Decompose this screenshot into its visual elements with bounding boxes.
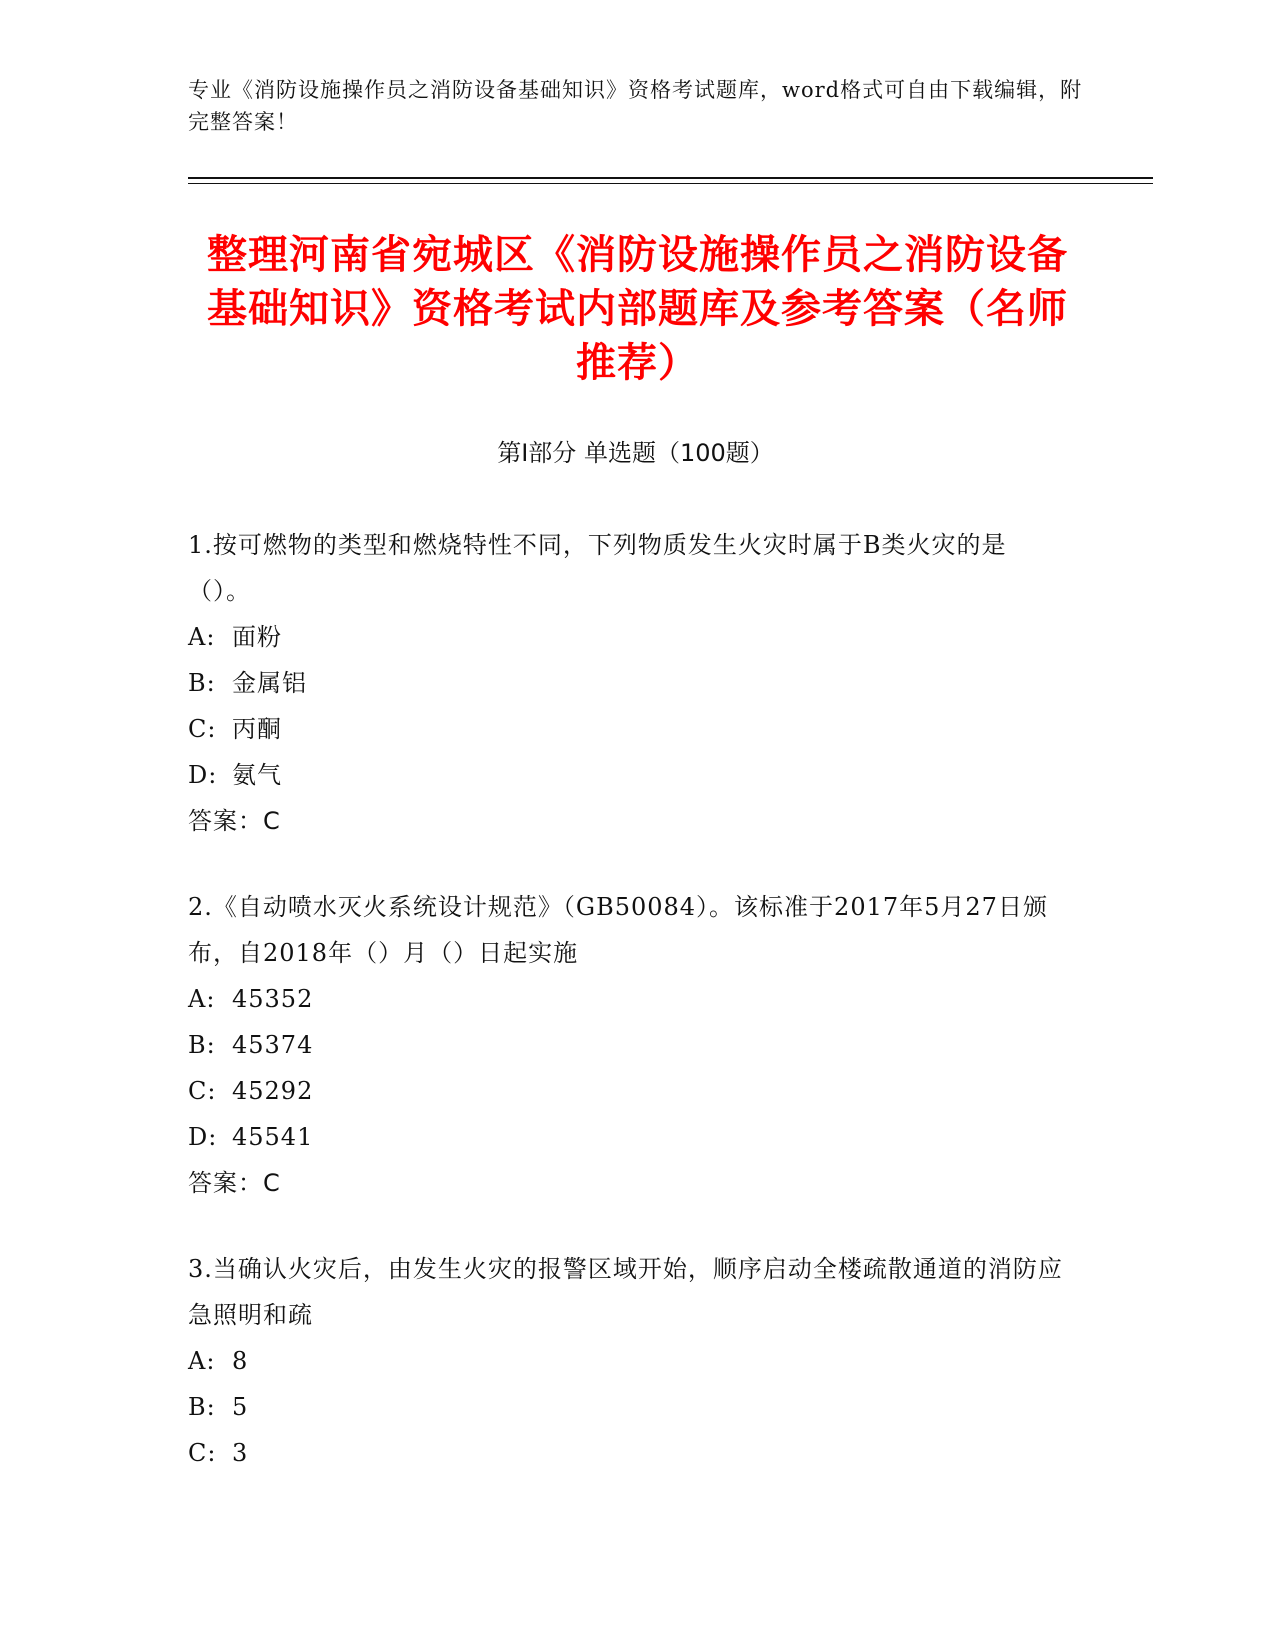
option-key: A:	[188, 623, 216, 651]
answer-line: 答案：C	[188, 807, 281, 835]
option-d	[188, 752, 1068, 798]
question-stem: 1.按可燃物的类型和燃烧特性不同，下列物质发生火灾时属于B类火灾的是（）。	[188, 531, 1007, 605]
option-text: 45352	[232, 985, 314, 1013]
option-text: 面粉	[232, 623, 282, 651]
option-text: 45292	[232, 1077, 314, 1105]
option-key: B:	[188, 669, 216, 697]
option-key: D:	[188, 761, 218, 789]
document-title: 整理河南省宛城区《消防设施操作员之消防设备基础知识》资格考试内部题库及参考答案（名师推荐）	[207, 232, 1068, 386]
question-3	[188, 1246, 1068, 1476]
option-key: A:	[188, 1347, 216, 1375]
option-text: 45374	[232, 1031, 314, 1059]
question-2	[188, 884, 1068, 1206]
option-text: 8	[232, 1347, 249, 1375]
option-text: 金属铝	[232, 669, 307, 697]
option-b	[188, 1022, 1068, 1068]
question-stem: 2.《自动喷水灭火系统设计规范》（GB50084）。该标准于2017年5月27日颁布，自2018年（）月（）日起实施	[188, 893, 1048, 967]
option-text: 丙酮	[232, 715, 282, 743]
option-text: 氨气	[232, 761, 282, 789]
option-b	[188, 660, 1068, 706]
option-a	[188, 1338, 1068, 1384]
option-c	[188, 1430, 1068, 1476]
option-c	[188, 706, 1068, 752]
answer-line: 答案：C	[188, 1169, 281, 1197]
option-d	[188, 1114, 1068, 1160]
option-key: C:	[188, 1077, 217, 1105]
option-text: 5	[232, 1393, 249, 1421]
section-title: 第I部分 单选题（100题）	[497, 439, 774, 467]
option-key: C:	[188, 715, 217, 743]
option-a	[188, 614, 1068, 660]
option-key: D:	[188, 1123, 218, 1151]
option-text: 45541	[232, 1123, 314, 1151]
option-key: B:	[188, 1393, 216, 1421]
option-c	[188, 1068, 1068, 1114]
option-key: C:	[188, 1439, 217, 1467]
header-note: 专业《消防设施操作员之消防设备基础知识》资格考试题库，word格式可自由下载编辑，附完整答案！	[188, 78, 1083, 134]
option-a	[188, 976, 1068, 1022]
option-text: 3	[232, 1439, 249, 1467]
option-b	[188, 1384, 1068, 1430]
option-key: A:	[188, 985, 216, 1013]
question-1	[188, 522, 1068, 844]
header-rule-thick	[188, 177, 1153, 179]
option-key: B:	[188, 1031, 216, 1059]
question-stem: 3.当确认火灾后，由发生火灾的报警区域开始，顺序启动全楼疏散通道的消防应急照明和疏	[188, 1255, 1063, 1329]
header-rule-thin	[188, 183, 1153, 184]
